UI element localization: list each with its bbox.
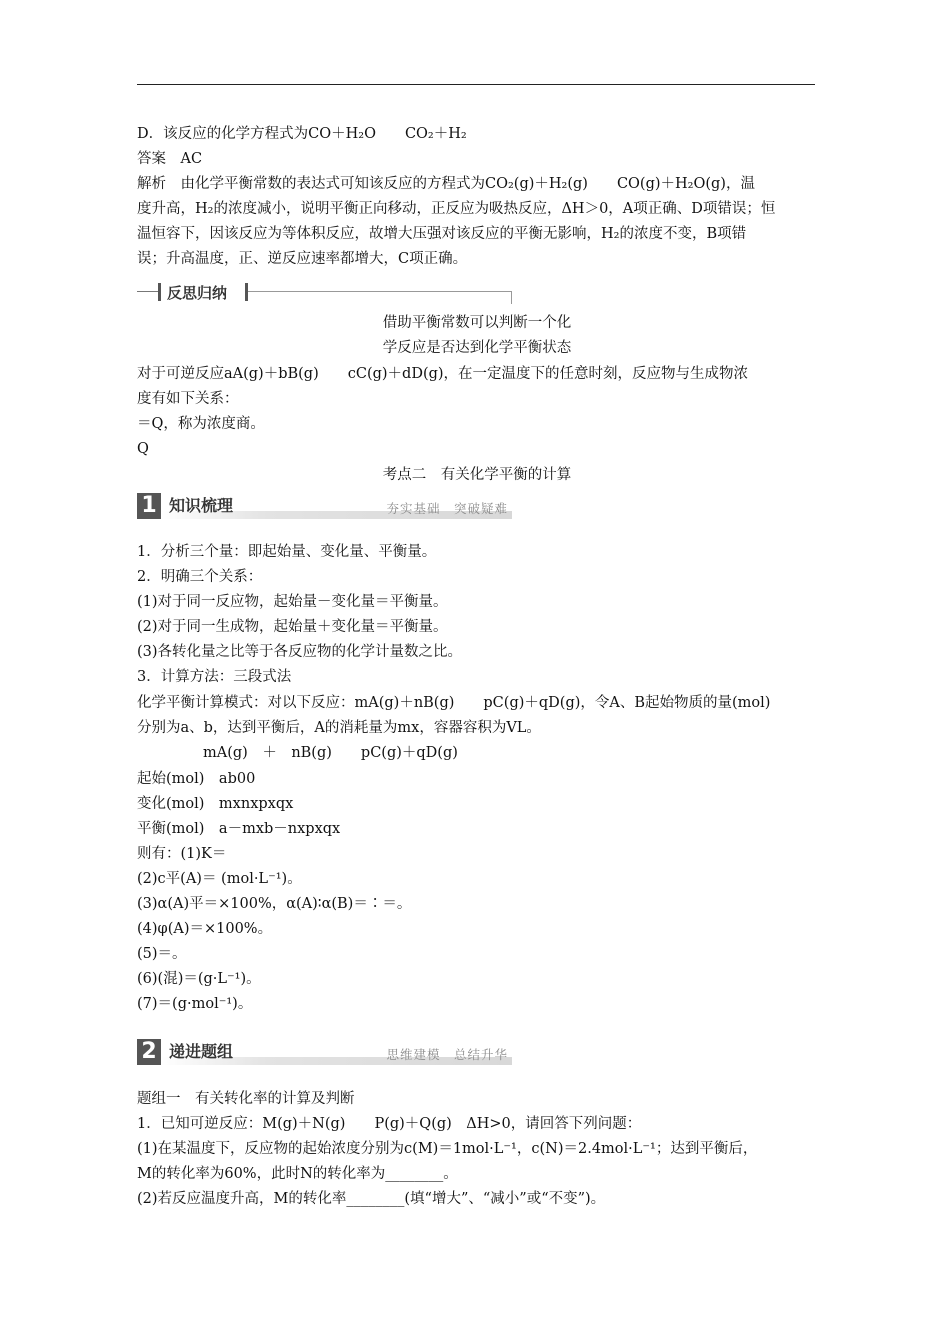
knowledge-line: (2)对于同一生成物，起始量＋变化量＝平衡量。 [137, 619, 448, 635]
knowledge-line: 2．明确三个关系： [137, 569, 263, 585]
formula-line: (4)φ(A)＝×100%。 [137, 921, 273, 937]
question-line: (2)若反应温度升高，M的转化率________(填“增大”、“减小”或“不变”)。 [137, 1191, 606, 1207]
table-row: 起始(mol) ab00 [137, 771, 256, 787]
reflection-line: Q [137, 441, 149, 457]
reflection-center: 学反应是否达到化学平衡状态 [382, 340, 572, 356]
knowledge-line: 3．计算方法：三段式法 [137, 669, 292, 685]
knowledge-line: 1．分析三个量：即起始量、变化量、平衡量。 [137, 544, 437, 560]
group-title: 题组一 有关转化率的计算及判断 [137, 1091, 355, 1107]
analysis-line: 度升高，H₂的浓度减小，说明平衡正向移动，正反应为吸热反应，ΔH＞0，A项正确、D项错误；恒 [137, 201, 776, 217]
banner-exercises [137, 1039, 512, 1065]
banner-knowledge [137, 493, 512, 519]
knowledge-line: 化学平衡计算模式：对以下反应：mA(g)＋nB(g) pC(g)＋qD(g)，令A、B起始物质的量(mol) [137, 695, 771, 711]
banner-subtitle: 思维建模 总结升华 [386, 1047, 508, 1062]
formula-line: (7)＝(g·mol⁻¹)。 [137, 996, 253, 1012]
analysis-line: 温恒容下，因该反应为等体积反应，故增大压强对该反应的平衡无影响，H₂的浓度不变，B项错 [137, 226, 747, 242]
formula-line: (6)(混)＝(g·L⁻¹)。 [137, 971, 261, 987]
table-row: 变化(mol) mxnxpxqx [137, 796, 294, 812]
answer: 答案 AC [137, 151, 203, 167]
analysis-line: 解析 由化学平衡常数的表达式可知该反应的方程式为CO₂(g)＋H₂(g) CO(g)＋H₂O(g)，温 [137, 176, 755, 192]
section-title: 考点二 有关化学平衡的计算 [382, 467, 572, 483]
reflection-line: ＝Q，称为浓度商。 [137, 416, 265, 432]
banner-subtitle: 夯实基础 突破疑难 [386, 501, 508, 516]
reflection-center: 借助平衡常数可以判断一个化 [382, 315, 572, 331]
header-rule [137, 84, 815, 85]
formula-line: 则有：(1)K＝ [137, 846, 227, 862]
knowledge-line: 分别为a、b，达到平衡后，A的消耗量为mx，容器容积为VL。 [137, 720, 541, 736]
question-line: 1．已知可逆反应：M(g)＋N(g) P(g)＋Q(g) ΔH>0，请回答下列问题： [137, 1116, 642, 1132]
knowledge-line: (1)对于同一反应物，起始量－变化量＝平衡量。 [137, 594, 448, 610]
formula-line: (5)＝。 [137, 946, 187, 962]
question-line: (1)在某温度下，反应物的起始浓度分别为c(M)＝1mol·L⁻¹，c(N)＝2.4mol·L⁻¹；达到平衡后， [137, 1141, 758, 1157]
banner-title: 递进题组 [169, 1042, 234, 1061]
question-line: M的转化率为60%，此时N的转化率为________。 [137, 1166, 458, 1182]
reflection-header [137, 281, 514, 307]
table-row: 平衡(mol) a－mxb－nxpxqx [137, 821, 341, 837]
formula-line: (2)c平(A)＝ (mol·L⁻¹)。 [137, 871, 302, 887]
banner-title: 知识梳理 [169, 496, 234, 515]
reflection-title: 反思归纳 [167, 284, 228, 302]
option-d: D．该反应的化学方程式为CO＋H₂O CO₂＋H₂ [137, 126, 467, 142]
banner-number: 2 [137, 1039, 161, 1065]
knowledge-line: (3)各转化量之比等于各反应物的化学计量数之比。 [137, 644, 463, 660]
reflection-line: 度有如下关系： [137, 391, 239, 407]
banner-number: 1 [137, 493, 161, 519]
formula-line: (3)α(A)平＝×100%，α(A)∶α(B)＝∶＝。 [137, 896, 412, 912]
reflection-line: 对于可逆反应aA(g)＋bB(g) cC(g)＋dD(g)，在一定温度下的任意时刻，反应物与生成物浓 [137, 366, 749, 382]
equation-line: mA(g) ＋ nB(g) pC(g)＋qD(g) [203, 745, 458, 761]
analysis-line: 误；升高温度，正、逆反应速率都增大，C项正确。 [137, 251, 468, 267]
